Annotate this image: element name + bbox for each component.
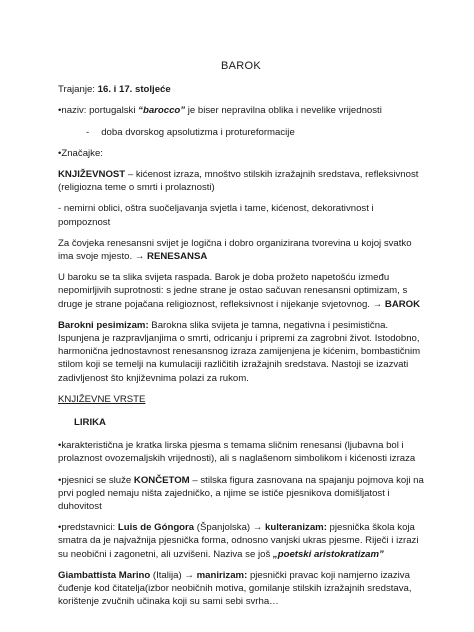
- renesansa-arrow: → RENESANSA: [134, 251, 208, 263]
- knjizevnost-paragraph: [58, 168, 424, 194]
- naziv-suffix: je biser nepravilna oblika i nevelike vrijednosti: [185, 105, 382, 117]
- marino-text: pjesnički pravac koji namjerno izaziva čuđenje kod čitatelja(izbor neobičnih motiva, gomilanje stilskih izražajnih sredstava, korištenje zvučnih učinaka koji su sami sebi svrha…: [58, 569, 412, 608]
- naziv-prefix: naziv: portugalski: [61, 105, 139, 117]
- bullet-1: • karakteristična je kratka lirska pjesma s temama sličnim renesansi (ljubavna bol i prolaznost ovozemaljskih vrijednosti), ali s naglašenom simbolikom i kićenosti izraza: [58, 439, 424, 465]
- trajanje-line: [58, 83, 424, 96]
- knjizevnost-text: – kićenost izraza, mnoštvo stilskih izražajnih sredstava, refleksivnost (religiozna teme o smrti i prolaznosti): [58, 169, 419, 194]
- bullet-3-mid: (Španjolska): [194, 522, 253, 534]
- renesansa-paragraph: [58, 237, 424, 263]
- znacajke-line: • Značajke:: [58, 147, 424, 160]
- bullet-3-prefix: predstavnici:: [61, 522, 118, 534]
- manirizam-arrow: → manirizam:: [184, 569, 248, 581]
- trajanje-value: 16. i 17. stoljeće: [97, 84, 171, 96]
- barok-paragraph: [58, 271, 424, 311]
- bullet-2-text: – stilska figura zasnovana na spajanju pojmova koji na prvi pogled nemaju ništa zajedničko, a njime se ističe pjesnikova domišljatost i duhovitost: [58, 474, 424, 513]
- barok-text: U baroku se ta slika svijeta raspada. Barok je doba prožeto napetošću između nepomirljivih suprotnosti: s jedne strane je ostao sačuvan renesansni optimizam, s druge je strane pojačana religioznost, refleksivnost i nijekanje svjetovnog.: [58, 272, 408, 310]
- dash-item-text: doba dvorskog apsolutizma i protureformacije: [101, 126, 295, 138]
- trajanje-label: Trajanje:: [58, 84, 95, 96]
- barok-arrow: → BAROK: [372, 298, 421, 310]
- lirika-heading: LIRIKA: [74, 417, 106, 429]
- koncet-term: KONČETOM: [133, 474, 190, 486]
- gongora-name: Luis de Góngora: [117, 522, 195, 534]
- pesimizam-text: Barokna slika svijeta je tamna, negativna i pesimistična. Ispunjena je razpravljanjima o smrti, odricanju i pripremi za zagrobni život. Istodobno, harmonična jednostavnost renesansnog izraza zamijenjena je kićenim, bombastičnim stilom koji se temelji na kumulaciji različitih izražajnih sredstava. Nastoji se izazvati zadivljenost što književnima polazi za rukom.: [58, 319, 421, 384]
- pesimizam-paragraph: [58, 319, 424, 385]
- pesimizam-label: Barokni pesimizam:: [58, 319, 149, 331]
- bullet-2: [58, 474, 424, 514]
- dash-item: - doba dvorskog apsolutizma i protureformacije: [86, 126, 295, 138]
- bullet-3: [58, 521, 424, 561]
- marino-mid: (Italija): [150, 569, 185, 581]
- nemirni-paragraph: - nemirni oblici, oštra suočeljavanja svjetla i tame, kićenost, dekorativnost i pompoznost: [58, 203, 374, 228]
- renesansa-text: Za čovjeka renesansni svijet je logična i dobro organizirana tvorevina u kojoj svatko ima svoje mjesto.: [58, 237, 412, 263]
- bullet-3-text: pjesnička škola koja smatra da je najvažnija pjesnička forma, odnosno vanjski ukras pjesme. Riječi i izrazi su neobični i zagonetni, ali uzvišeni. Naziva se još: [58, 522, 419, 560]
- knjizevnost-label: KNJIŽEVNOST: [58, 169, 126, 181]
- kulteranizam-arrow: → kulteranizam:: [252, 522, 327, 534]
- naziv-line: [58, 104, 424, 117]
- naziv-word: “barocco”: [138, 105, 186, 117]
- aristokratizam-quote: „poetski aristokratizam”: [272, 548, 384, 560]
- marino-paragraph: [58, 569, 424, 609]
- page-title: BAROK: [220, 60, 261, 72]
- knjizevne-vrste-heading: KNJIŽEVNE VRSTE: [58, 393, 146, 405]
- bullet-2-prefix: pjesnici se služe: [61, 474, 134, 486]
- marino-name: Giambattista Marino: [58, 569, 151, 581]
